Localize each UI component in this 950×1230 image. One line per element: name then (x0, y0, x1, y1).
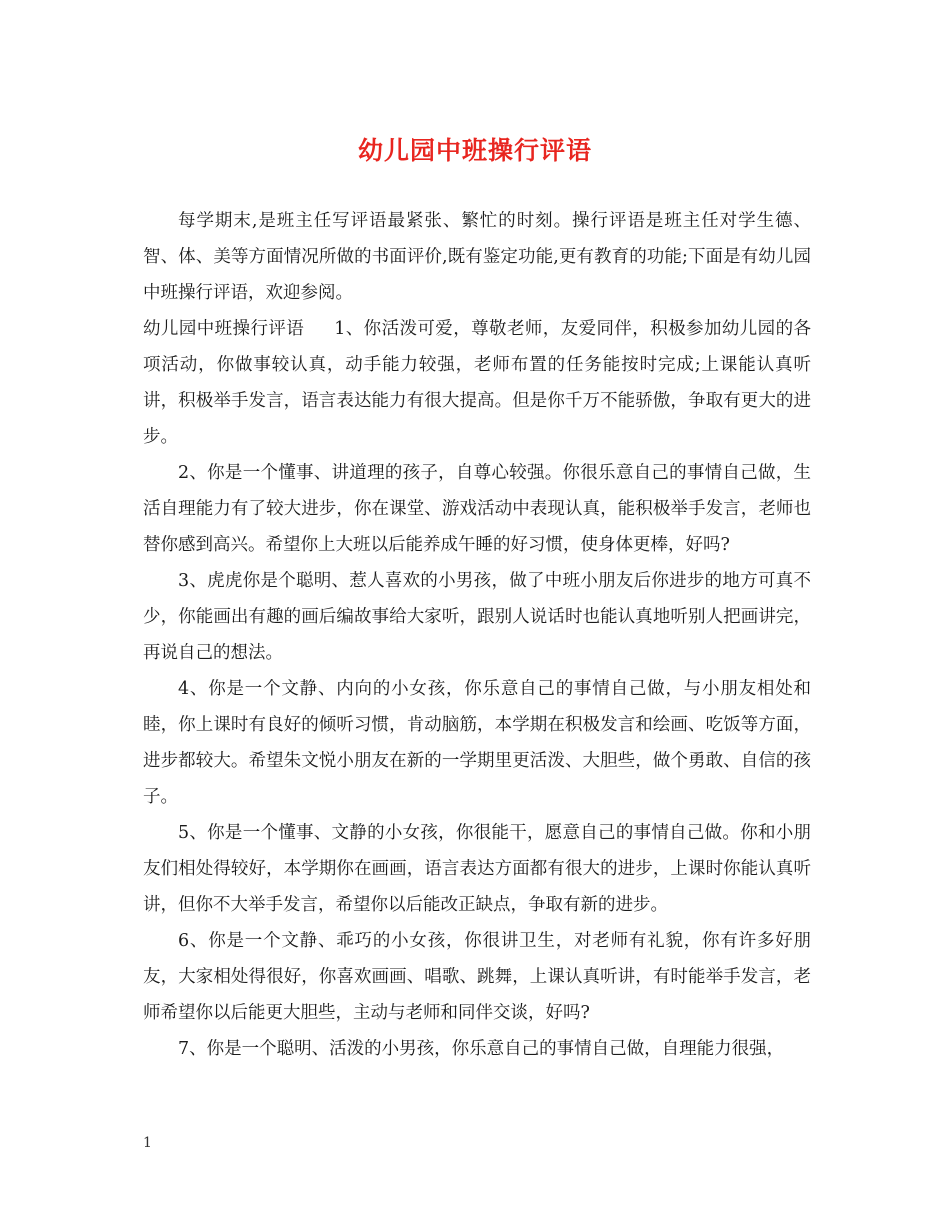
comment-paragraph-6: 6、你是一个文静、乖巧的小女孩，你很讲卫生，对老师有礼貌，你有许多好朋友，大家相处得很好，你喜欢画画、唱歌、跳舞，上课认真听讲，有时能举手发言，老师希望你以后能更大胆些，主动与老师和同伴交谈，好吗? (143, 931, 811, 1023)
comment-paragraph-4: 4、你是一个文静、内向的小女孩，你乐意自己的事情自己做，与小朋友相处和睦，你上课时有良好的倾听习惯，肯动脑筋，本学期在积极发言和绘画、吃饭等方面，进步都较大。希望朱文悦小朋友在新的一学期里更活泼、大胆些，做个勇敢、自信的孩子。 (143, 679, 811, 807)
intro-paragraph: 每学期末,是班主任写评语最紧张、繁忙的时刻。操行评语是班主任对学生德、智、体、美等方面情况所做的书面评价,既有鉴定功能,更有教育的功能;下面是有幼儿园中班操行评语，欢迎参阅。 (143, 211, 811, 303)
comment-paragraph-5: 5、你是一个懂事、文静的小女孩，你很能干，愿意自己的事情自己做。你和小朋友们相处得较好，本学期你在画画，语言表达方面都有很大的进步，上课时你能认真听讲，但你不大举手发言，希望你以后能改正缺点，争取有新的进步。 (143, 823, 811, 915)
section-label: 幼儿园中班操行评语 (143, 319, 305, 339)
document-title: 幼儿园中班操行评语 (357, 136, 592, 165)
comment-paragraph-7: 7、你是一个聪明、活泼的小男孩，你乐意自己的事情自己做，自理能力很强， (178, 1039, 785, 1059)
comment-paragraph-1 (143, 311, 811, 455)
document-body (143, 203, 811, 1067)
page-number: 1 (143, 1135, 152, 1151)
comment-paragraph-3: 3、虎虎你是个聪明、惹人喜欢的小男孩，做了中班小朋友后你进步的地方可真不少，你能画出有趣的画后编故事给大家听，跟别人说话时也能认真地听别人把画讲完，再说自己的想法。 (143, 571, 811, 663)
comment-1-text: 1、你活泼可爱，尊敬老师，友爱同伴，积极参加幼儿园的各项活动，你做事较认真，动手能力较强，老师布置的任务能按时完成;上课能认真听讲，积极举手发言，语言表达能力有很大提高。但是你千万不能骄傲，争取有更大的进步。 (143, 319, 812, 447)
comment-paragraph-2: 2、你是一个懂事、讲道理的孩子，自尊心较强。你很乐意自己的事情自己做，生活自理能力有了较大进步，你在课堂、游戏活动中表现认真，能积极举手发言，老师也替你感到高兴。希望你上大班以后能养成午睡的好习惯，使身体更棒，好吗? (143, 463, 811, 555)
